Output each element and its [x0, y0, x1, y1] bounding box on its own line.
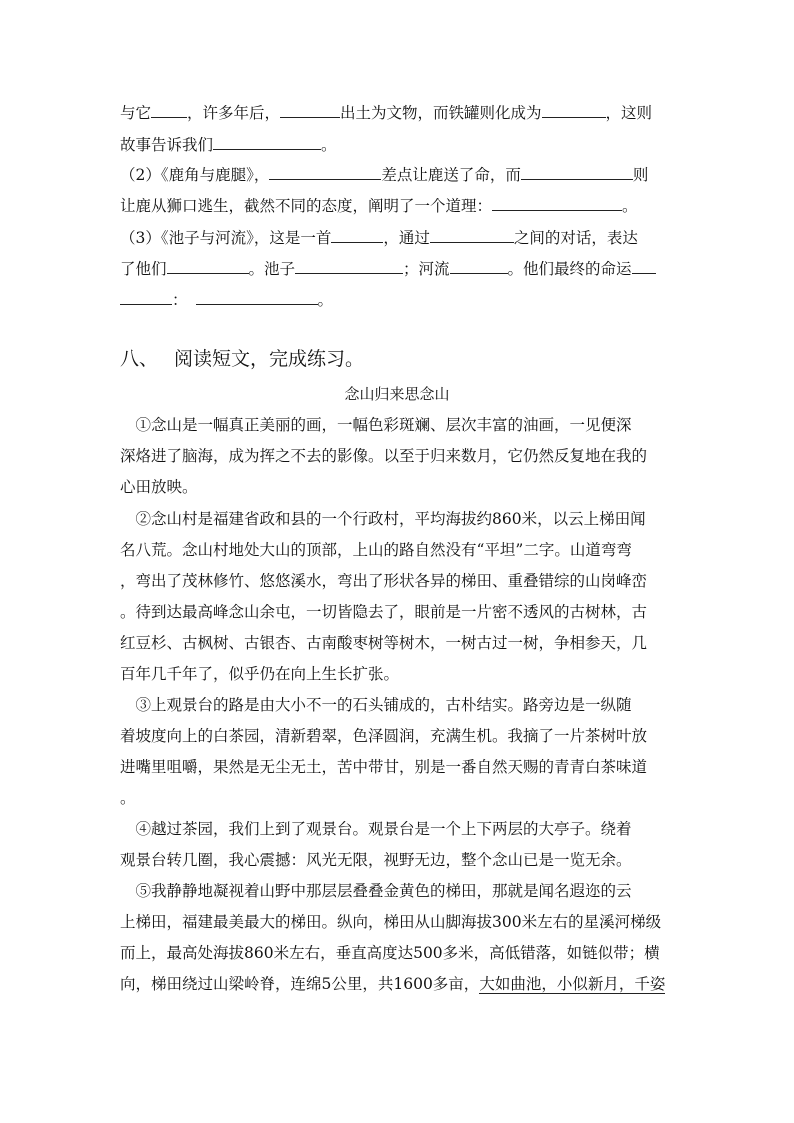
q7-text: （3）《池子与河流》，这是一首: [120, 229, 332, 247]
article-line: ，弯出了茂林修竹、悠悠溪水，弯出了形状各异的梯田、重叠错综的山岗峰峦: [120, 572, 648, 590]
article-line: ②念山村是福建省政和县的一个行政村，平均海拔约860米，以云上梯田闻: [120, 510, 646, 528]
article-line: ①念山是一幅真正美丽的画，一幅色彩斑斓、层次丰富的油画，一见便深: [120, 416, 632, 434]
article-line: 深烙进了脑海，成为挥之不去的影像。以至于归来数月，它仍然反复地在我的: [120, 447, 648, 465]
q7-text: ；河流: [403, 260, 450, 278]
article-line: 进嘴里咀嚼，果然是无尘无土，苦中带甘，别是一番自然天赐的青青白茶味道: [120, 758, 648, 776]
answer-blank[interactable]: [196, 285, 318, 305]
answer-blank[interactable]: [280, 98, 340, 118]
article-line: 。待到达最高峰念山余屯，一切皆隐去了，眼前是一片密不透风的古树林，古: [120, 603, 648, 621]
q7-line-3: [120, 160, 680, 190]
q7-text: ，这则: [605, 104, 653, 122]
article-title: 念山归来思念山: [344, 385, 450, 403]
answer-blank[interactable]: [430, 223, 514, 243]
answer-blank[interactable]: [542, 98, 606, 118]
article-line: ③上观景台的路是由大小不一的石头铺成的，古朴结实。路旁边是一纵随: [120, 696, 632, 714]
article-line: ④越过茶园，我们上到了观景台。观景台是一个上下两层的大亭子。绕着: [120, 820, 632, 838]
answer-blank[interactable]: [632, 254, 656, 274]
q7-text: 。他们最终的命运: [507, 260, 632, 278]
underlined-phrase: 大如曲池，小似新月，千姿: [479, 975, 666, 993]
q7-line-1: [120, 98, 680, 128]
q7-text: 。: [317, 291, 334, 309]
article-line: 。: [120, 789, 136, 807]
q7-line-2: [120, 130, 680, 160]
article-line: 百年几千年了，似乎仍在向上生长扩张。: [120, 665, 400, 683]
q7-text: 。: [622, 197, 638, 215]
answer-blank[interactable]: [450, 254, 508, 274]
q7-text: 与它: [120, 104, 152, 122]
article-text: 向，梯田绕过山梁岭脊，连绵5公里，共1600多亩，: [120, 975, 480, 993]
q7-text: 。: [321, 136, 337, 154]
article-line: 心田放映。: [120, 478, 198, 496]
answer-blank[interactable]: [521, 160, 633, 180]
q7-text: 了他们: [120, 260, 167, 278]
q7-text: 差点让鹿送了命，而: [381, 166, 521, 184]
section-title: 阅读短文，完成练习。: [174, 348, 365, 370]
q7-line-7: [120, 285, 680, 315]
q7-text: 让鹿从狮口逃生，截然不同的态度，阐明了一个道理：: [120, 197, 493, 215]
q7-text: ：: [172, 291, 188, 309]
q7-text: ，通过: [383, 229, 430, 247]
answer-blank[interactable]: [492, 191, 622, 211]
answer-blank[interactable]: [295, 254, 403, 274]
answer-blank[interactable]: [167, 254, 249, 274]
q7-text: 出土为文物，而铁罐则化成为: [340, 104, 542, 122]
article-line: ⑤我静静地凝视着山野中那层层叠叠金黄色的梯田，那就是闻名遐迩的云: [120, 882, 632, 900]
q7-text: 之间的对话，表达: [513, 229, 638, 247]
article-line: 而上，最高处海拔860米左右，垂直高度达500多米，高低错落，如链似带；横: [120, 944, 660, 962]
q7-line-5: [120, 223, 680, 253]
answer-blank[interactable]: [120, 285, 172, 305]
q7-line-4: [120, 191, 680, 221]
answer-blank[interactable]: [151, 98, 187, 118]
article-line: 观景台转几圈，我心震撼：风光无限，视野无边，整个念山已是一览无余。: [120, 851, 632, 869]
q7-text: ，许多年后，: [187, 104, 281, 122]
article-line: 着坡度向上的白茶园，清新碧翠，色泽圆润，充满生机。我摘了一片茶树叶放: [120, 727, 648, 745]
section-heading: [120, 344, 364, 374]
q7-text: 故事告诉我们: [120, 136, 214, 154]
article-line-last: [120, 969, 680, 999]
article-line: 上梯田，福建最美最大的梯田。纵向，梯田从山脚海拔300米左右的星溪河梯级: [120, 913, 662, 931]
q7-text: 。池子: [248, 260, 296, 278]
q7-line-6: [120, 254, 680, 284]
answer-blank[interactable]: [269, 160, 381, 180]
answer-blank[interactable]: [331, 223, 383, 243]
article-line: 红豆杉、古枫树、古银杏、古南酸枣树等树木，一树古过一树，争相参天，几: [120, 634, 648, 652]
answer-blank[interactable]: [213, 130, 321, 150]
q7-text: （2）《鹿角与鹿腿》，: [120, 166, 270, 184]
article-line: 名八荒。念山村地处大山的顶部，上山的路自然没有“平坦”二字。山道弯弯: [120, 541, 632, 559]
q7-text: 则: [632, 166, 649, 184]
section-number: 八、: [120, 348, 159, 370]
